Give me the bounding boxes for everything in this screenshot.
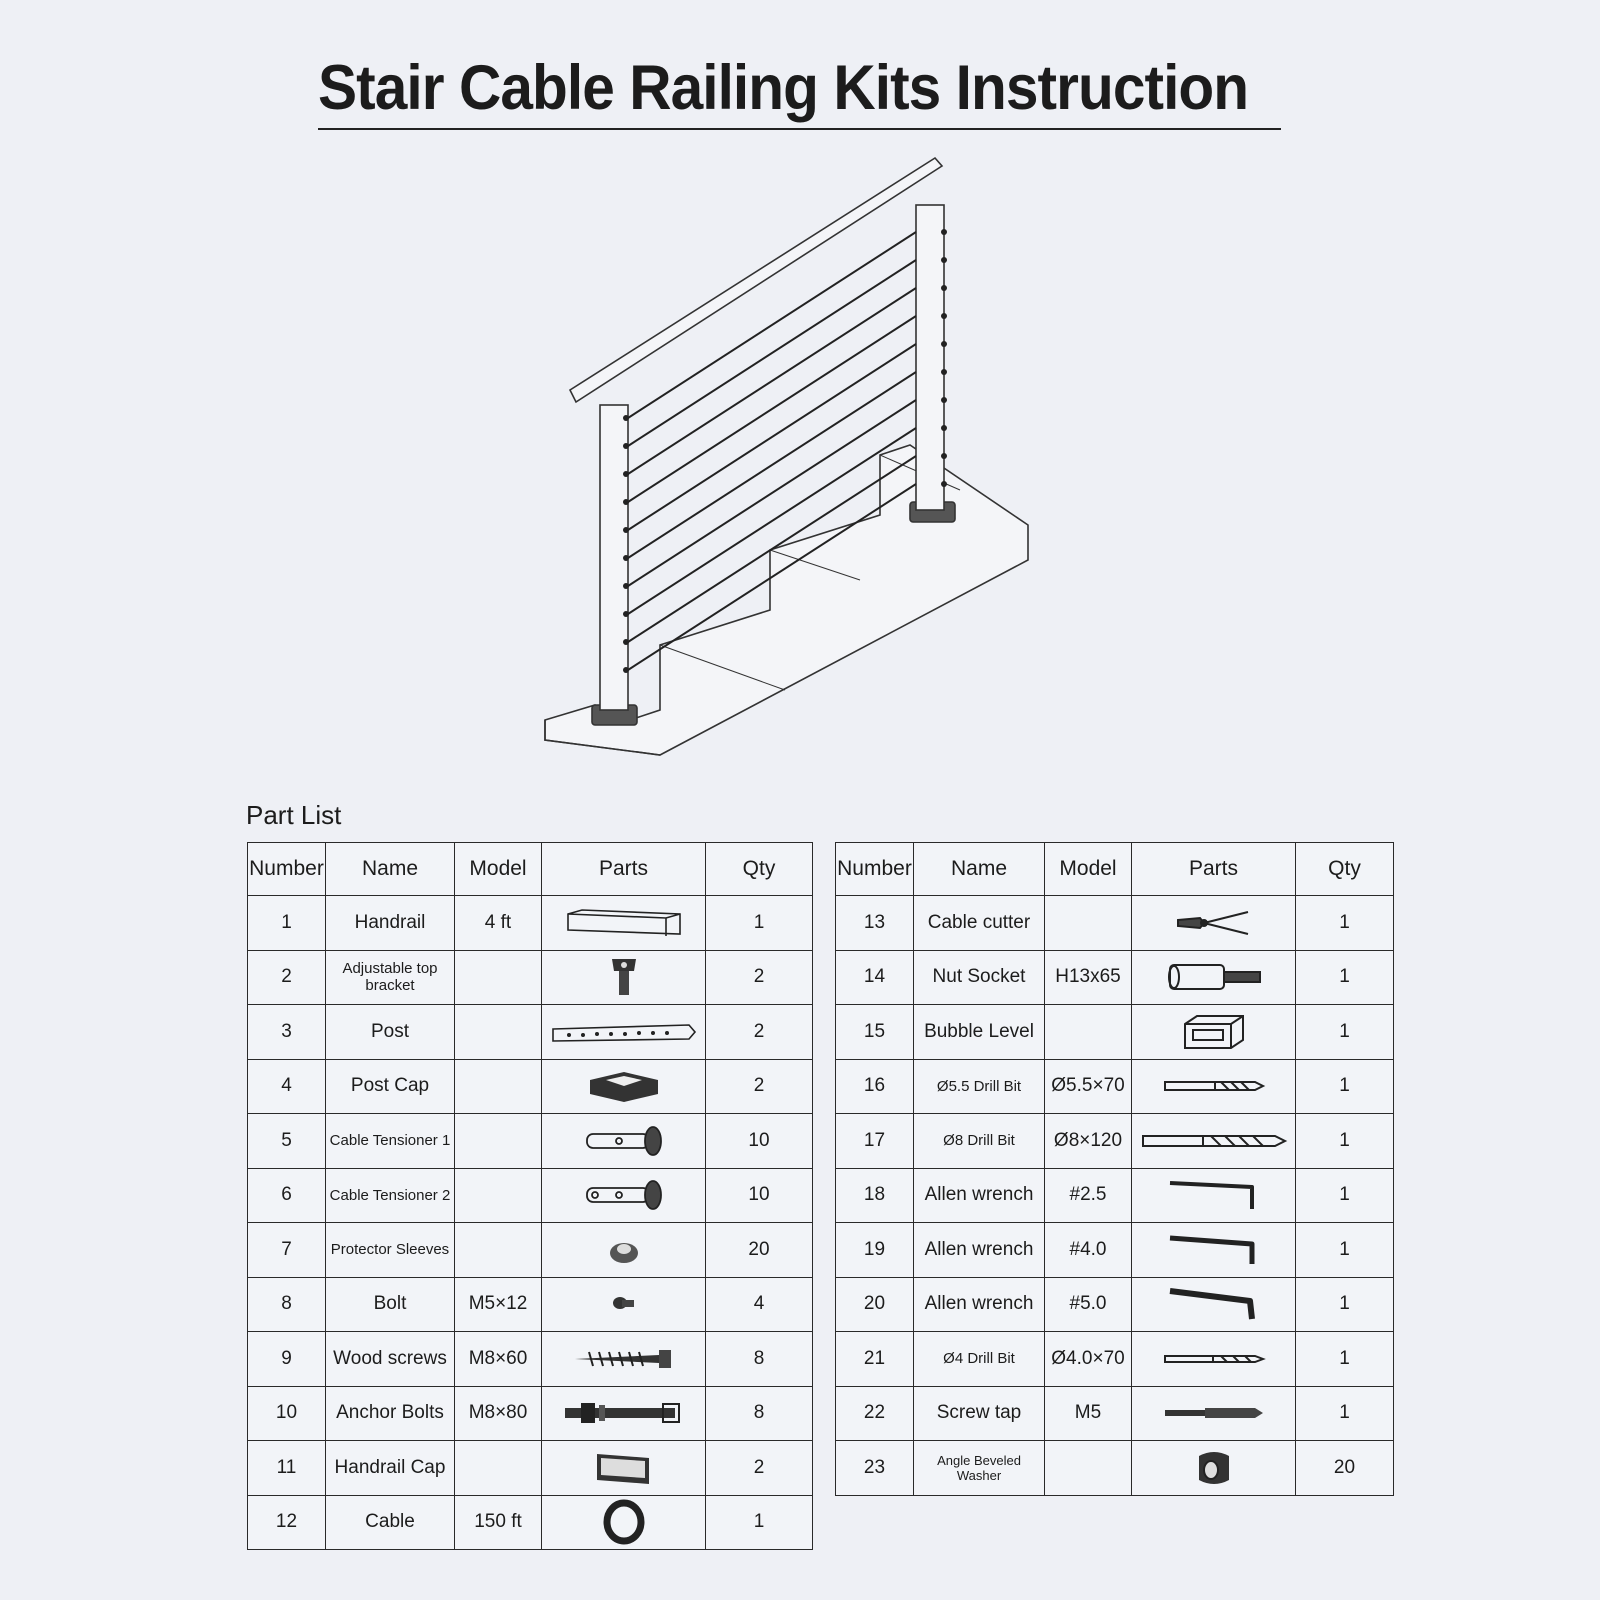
- screw-tap-icon: [1159, 1404, 1269, 1422]
- allen-wrench-icon: [1164, 1232, 1264, 1268]
- part-name: Allen wrench: [914, 1277, 1045, 1332]
- table-row: [248, 1223, 813, 1278]
- column-header-name: Name: [914, 843, 1045, 896]
- table-row: [836, 1386, 1394, 1441]
- part-qty: 1: [706, 896, 813, 951]
- part-model: [455, 950, 542, 1005]
- column-header-number: Number: [836, 843, 914, 896]
- part-number: 10: [248, 1386, 326, 1441]
- part-qty: 1: [1296, 896, 1394, 951]
- part-model: [455, 1059, 542, 1114]
- cable-cutter-icon: [1174, 906, 1254, 940]
- part-qty: 4: [706, 1277, 813, 1332]
- part-model: [455, 1223, 542, 1278]
- bubble-level-icon: [1179, 1012, 1249, 1052]
- part-number: 14: [836, 950, 914, 1005]
- column-header-model: Model: [1045, 843, 1132, 896]
- part-list-label: Part List: [246, 800, 342, 830]
- table-row: [836, 1332, 1394, 1387]
- part-image: [1132, 1168, 1296, 1223]
- part-qty: 1: [1296, 1332, 1394, 1387]
- part-number: 5: [248, 1114, 326, 1169]
- top-bracket-icon: [604, 955, 644, 999]
- column-header-parts: Parts: [542, 843, 706, 896]
- part-number: 18: [836, 1168, 914, 1223]
- part-model: #5.0: [1045, 1277, 1132, 1332]
- column-header-parts: Parts: [1132, 843, 1296, 896]
- part-name: Cable cutter: [914, 896, 1045, 951]
- part-qty: 1: [1296, 1005, 1394, 1060]
- part-number: 7: [248, 1223, 326, 1278]
- part-model: 4 ft: [455, 896, 542, 951]
- table-row: [836, 1005, 1394, 1060]
- part-qty: 2: [706, 1441, 813, 1496]
- part-number: 8: [248, 1277, 326, 1332]
- part-qty: 1: [1296, 1059, 1394, 1114]
- part-model: Ø4.0×70: [1045, 1332, 1132, 1387]
- table-row: [836, 1441, 1394, 1496]
- part-number: 13: [836, 896, 914, 951]
- part-number: 2: [248, 950, 326, 1005]
- part-name: Wood screws: [326, 1332, 455, 1387]
- beveled-washer-icon: [1189, 1446, 1239, 1490]
- part-qty: 1: [1296, 1168, 1394, 1223]
- part-image: [542, 950, 706, 1005]
- table-row: [836, 896, 1394, 951]
- table-row: [248, 1114, 813, 1169]
- part-model: M8×60: [455, 1332, 542, 1387]
- table-row: [836, 1277, 1394, 1332]
- post-cap-icon: [584, 1066, 664, 1106]
- part-image: [542, 1168, 706, 1223]
- part-name: Allen wrench: [914, 1223, 1045, 1278]
- part-image: [542, 1495, 706, 1550]
- part-name: Screw tap: [914, 1386, 1045, 1441]
- part-qty: 2: [706, 950, 813, 1005]
- part-model: M5×12: [455, 1277, 542, 1332]
- part-image: [1132, 1005, 1296, 1060]
- header-row: [248, 843, 813, 896]
- part-qty: 20: [706, 1223, 813, 1278]
- column-header-qty: Qty: [706, 843, 813, 896]
- part-number: 16: [836, 1059, 914, 1114]
- anchor-bolt-icon: [559, 1398, 689, 1428]
- part-image: [542, 1441, 706, 1496]
- table-row: [248, 1005, 813, 1060]
- cable-tensioner-icon: [579, 1178, 669, 1212]
- drill-bit-icon: [1139, 1130, 1289, 1152]
- part-name: Anchor Bolts: [326, 1386, 455, 1441]
- part-number: 3: [248, 1005, 326, 1060]
- part-name: Adjustable top bracket: [326, 950, 455, 1005]
- handrail-icon: [564, 906, 684, 940]
- part-name: Ø5.5 Drill Bit: [914, 1059, 1045, 1114]
- table-row: [836, 1059, 1394, 1114]
- drill-bit-icon: [1159, 1076, 1269, 1096]
- part-number: 22: [836, 1386, 914, 1441]
- part-qty: 1: [1296, 950, 1394, 1005]
- part-number: 11: [248, 1441, 326, 1496]
- page-title: Stair Cable Railing Kits Instruction: [318, 53, 1249, 123]
- wood-screw-icon: [569, 1344, 679, 1374]
- part-qty: 10: [706, 1114, 813, 1169]
- part-name: Handrail Cap: [326, 1441, 455, 1496]
- column-header-number: Number: [248, 843, 326, 896]
- part-model: [455, 1168, 542, 1223]
- part-name: Bubble Level: [914, 1005, 1045, 1060]
- part-image: [1132, 1441, 1296, 1496]
- part-qty: 1: [1296, 1223, 1394, 1278]
- part-model: Ø5.5×70: [1045, 1059, 1132, 1114]
- table-row: [248, 1277, 813, 1332]
- part-image: [1132, 1332, 1296, 1387]
- part-model: 150 ft: [455, 1495, 542, 1550]
- table-row: [836, 950, 1394, 1005]
- part-list-table-right: [835, 842, 1394, 1496]
- stair-railing-illustration: [540, 150, 1060, 790]
- handrail-cap-icon: [589, 1448, 659, 1488]
- part-qty: 1: [1296, 1277, 1394, 1332]
- table-row: [248, 1332, 813, 1387]
- part-model: Ø8×120: [1045, 1114, 1132, 1169]
- part-qty: 8: [706, 1332, 813, 1387]
- part-number: 15: [836, 1005, 914, 1060]
- part-qty: 10: [706, 1168, 813, 1223]
- part-image: [542, 1386, 706, 1441]
- part-image: [542, 1059, 706, 1114]
- column-header-model: Model: [455, 843, 542, 896]
- drill-bit-icon: [1159, 1350, 1269, 1368]
- part-qty: 2: [706, 1059, 813, 1114]
- part-number: 9: [248, 1332, 326, 1387]
- part-number: 1: [248, 896, 326, 951]
- column-header-name: Name: [326, 843, 455, 896]
- part-model: M8×80: [455, 1386, 542, 1441]
- part-name: Bolt: [326, 1277, 455, 1332]
- part-name: Handrail: [326, 896, 455, 951]
- cable-tensioner-icon: [579, 1124, 669, 1158]
- part-model: [455, 1441, 542, 1496]
- table-row: [248, 1441, 813, 1496]
- header-row: [836, 843, 1394, 896]
- table-row: [836, 1114, 1394, 1169]
- part-name: Ø8 Drill Bit: [914, 1114, 1045, 1169]
- part-qty: 1: [1296, 1114, 1394, 1169]
- table-row: [248, 896, 813, 951]
- part-number: 4: [248, 1059, 326, 1114]
- part-image: [1132, 1059, 1296, 1114]
- part-number: 12: [248, 1495, 326, 1550]
- part-image: [542, 1223, 706, 1278]
- allen-wrench-icon: [1164, 1285, 1264, 1323]
- part-name: Post: [326, 1005, 455, 1060]
- part-image: [1132, 1277, 1296, 1332]
- part-number: 21: [836, 1332, 914, 1387]
- part-image: [542, 896, 706, 951]
- part-model: #2.5: [1045, 1168, 1132, 1223]
- part-name: Protector Sleeves: [326, 1223, 455, 1278]
- table-row: [836, 1168, 1394, 1223]
- table-row: [248, 1168, 813, 1223]
- part-number: 6: [248, 1168, 326, 1223]
- part-qty: 1: [706, 1495, 813, 1550]
- part-qty: 2: [706, 1005, 813, 1060]
- part-number: 19: [836, 1223, 914, 1278]
- table-row: [248, 1495, 813, 1550]
- part-model: [1045, 896, 1132, 951]
- table-row: [248, 1386, 813, 1441]
- nut-socket-icon: [1164, 960, 1264, 994]
- part-image: [1132, 1223, 1296, 1278]
- part-name: Cable Tensioner 1: [326, 1114, 455, 1169]
- part-name: Cable Tensioner 2: [326, 1168, 455, 1223]
- part-model: H13x65: [1045, 950, 1132, 1005]
- part-name: Nut Socket: [914, 950, 1045, 1005]
- bolt-icon: [604, 1289, 644, 1319]
- part-name: Cable: [326, 1495, 455, 1550]
- part-image: [1132, 1114, 1296, 1169]
- part-name: Ø4 Drill Bit: [914, 1332, 1045, 1387]
- title-underline: [318, 128, 1281, 130]
- protector-sleeve-icon: [604, 1233, 644, 1267]
- part-model: M5: [1045, 1386, 1132, 1441]
- part-image: [1132, 1386, 1296, 1441]
- part-qty: 1: [1296, 1386, 1394, 1441]
- part-qty: 8: [706, 1386, 813, 1441]
- part-image: [1132, 950, 1296, 1005]
- part-model: [455, 1114, 542, 1169]
- table-row: [836, 1223, 1394, 1278]
- part-model: [455, 1005, 542, 1060]
- part-name: Post Cap: [326, 1059, 455, 1114]
- part-list-table-left: [247, 842, 813, 1550]
- part-name: Allen wrench: [914, 1168, 1045, 1223]
- table-row: [248, 950, 813, 1005]
- part-image: [542, 1114, 706, 1169]
- cable-coil-icon: [599, 1499, 649, 1545]
- table-row: [248, 1059, 813, 1114]
- part-number: 20: [836, 1277, 914, 1332]
- part-image: [542, 1277, 706, 1332]
- post-icon: [549, 1017, 699, 1047]
- part-qty: 20: [1296, 1441, 1394, 1496]
- allen-wrench-icon: [1164, 1177, 1264, 1213]
- part-model: [1045, 1005, 1132, 1060]
- column-header-qty: Qty: [1296, 843, 1394, 896]
- part-model: [1045, 1441, 1132, 1496]
- part-number: 23: [836, 1441, 914, 1496]
- part-image: [542, 1332, 706, 1387]
- part-number: 17: [836, 1114, 914, 1169]
- part-model: #4.0: [1045, 1223, 1132, 1278]
- part-name: Angle Beveled Washer: [914, 1441, 1045, 1496]
- part-image: [542, 1005, 706, 1060]
- part-image: [1132, 896, 1296, 951]
